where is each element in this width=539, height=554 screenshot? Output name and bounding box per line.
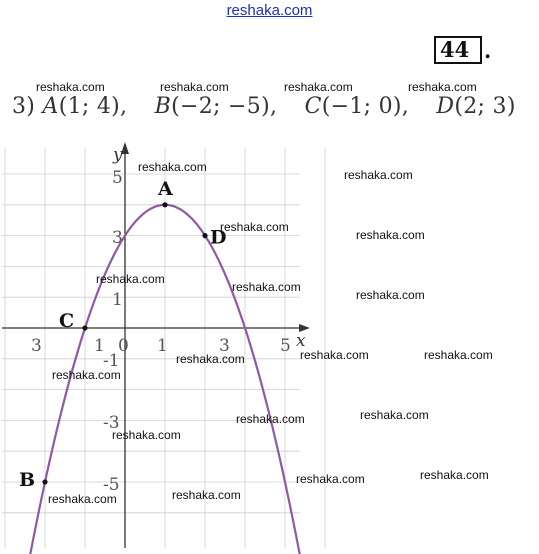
point-a-label: A — [158, 177, 173, 200]
x-axis-label: x — [296, 331, 306, 351]
watermark-text: reshaka.com — [52, 368, 121, 382]
x-tick-label: 1 — [94, 336, 105, 356]
point-d-label: D — [210, 226, 227, 249]
watermark-text: reshaka.com — [296, 472, 365, 486]
point-c-name: C — [304, 94, 322, 119]
watermark-text: reshaka.com — [360, 408, 429, 422]
watermark-text: reshaka.com — [424, 348, 493, 362]
y-tick-label: 5 — [112, 168, 123, 188]
point-c-label: C — [59, 310, 75, 332]
problem-number: 44 — [440, 37, 470, 62]
watermark-text: reshaka.com — [420, 468, 489, 482]
watermark-text: reshaka.com — [48, 492, 117, 506]
problem-number-dot: . — [484, 38, 492, 63]
watermark-text: reshaka.com — [356, 288, 425, 302]
point-b-label: B — [19, 469, 36, 491]
point-a-name: A — [42, 94, 59, 119]
point-b-coords: (−2; −5), — [171, 94, 278, 119]
point-b-name: B — [154, 94, 172, 119]
watermark-text: reshaka.com — [408, 80, 477, 94]
x-tick-label: 5 — [280, 336, 291, 356]
x-tick-label: 3 — [219, 336, 230, 356]
point-c-coords: (−1; 0), — [321, 94, 410, 119]
y-tick-label: 3 — [112, 228, 123, 248]
point-d-name: D — [436, 94, 455, 119]
point-b-marker — [42, 479, 47, 484]
y-tick-label: -1 — [103, 351, 120, 371]
point-c-marker — [82, 325, 87, 330]
watermark-text: reshaka.com — [236, 412, 305, 426]
site-link[interactable]: reshaka.com — [226, 2, 313, 19]
watermark-text: reshaka.com — [138, 160, 207, 174]
y-tick-label: -5 — [103, 475, 120, 495]
point-a-marker — [162, 202, 167, 207]
point-d-marker — [202, 233, 207, 238]
watermark-text: reshaka.com — [220, 220, 289, 234]
watermark-text: reshaka.com — [356, 228, 425, 242]
watermark-text: reshaka.com — [172, 488, 241, 502]
watermark-text: reshaka.com — [300, 348, 369, 362]
y-tick-label: -3 — [103, 413, 120, 433]
watermark-text: reshaka.com — [284, 80, 353, 94]
point-d-coords: (2; 3) — [454, 94, 516, 119]
watermark-text: reshaka.com — [96, 272, 165, 286]
watermark-text: reshaka.com — [160, 80, 229, 94]
watermark-text: reshaka.com — [176, 352, 245, 366]
points-layer — [19, 178, 226, 491]
watermark-text: reshaka.com — [232, 280, 301, 294]
task-number: 3) — [12, 94, 36, 119]
x-tick-label: 3 — [31, 336, 42, 356]
watermark-text: reshaka.com — [36, 80, 105, 94]
y-tick-label: 1 — [112, 290, 123, 310]
watermark-text: reshaka.com — [112, 428, 181, 442]
watermark-text: reshaka.com — [344, 168, 413, 182]
point-a-coords: (1; 4), — [58, 94, 128, 119]
x-tick-label: 1 — [157, 336, 168, 356]
x-tick-label: 0 — [118, 336, 129, 356]
y-axis-label: y — [113, 145, 123, 165]
